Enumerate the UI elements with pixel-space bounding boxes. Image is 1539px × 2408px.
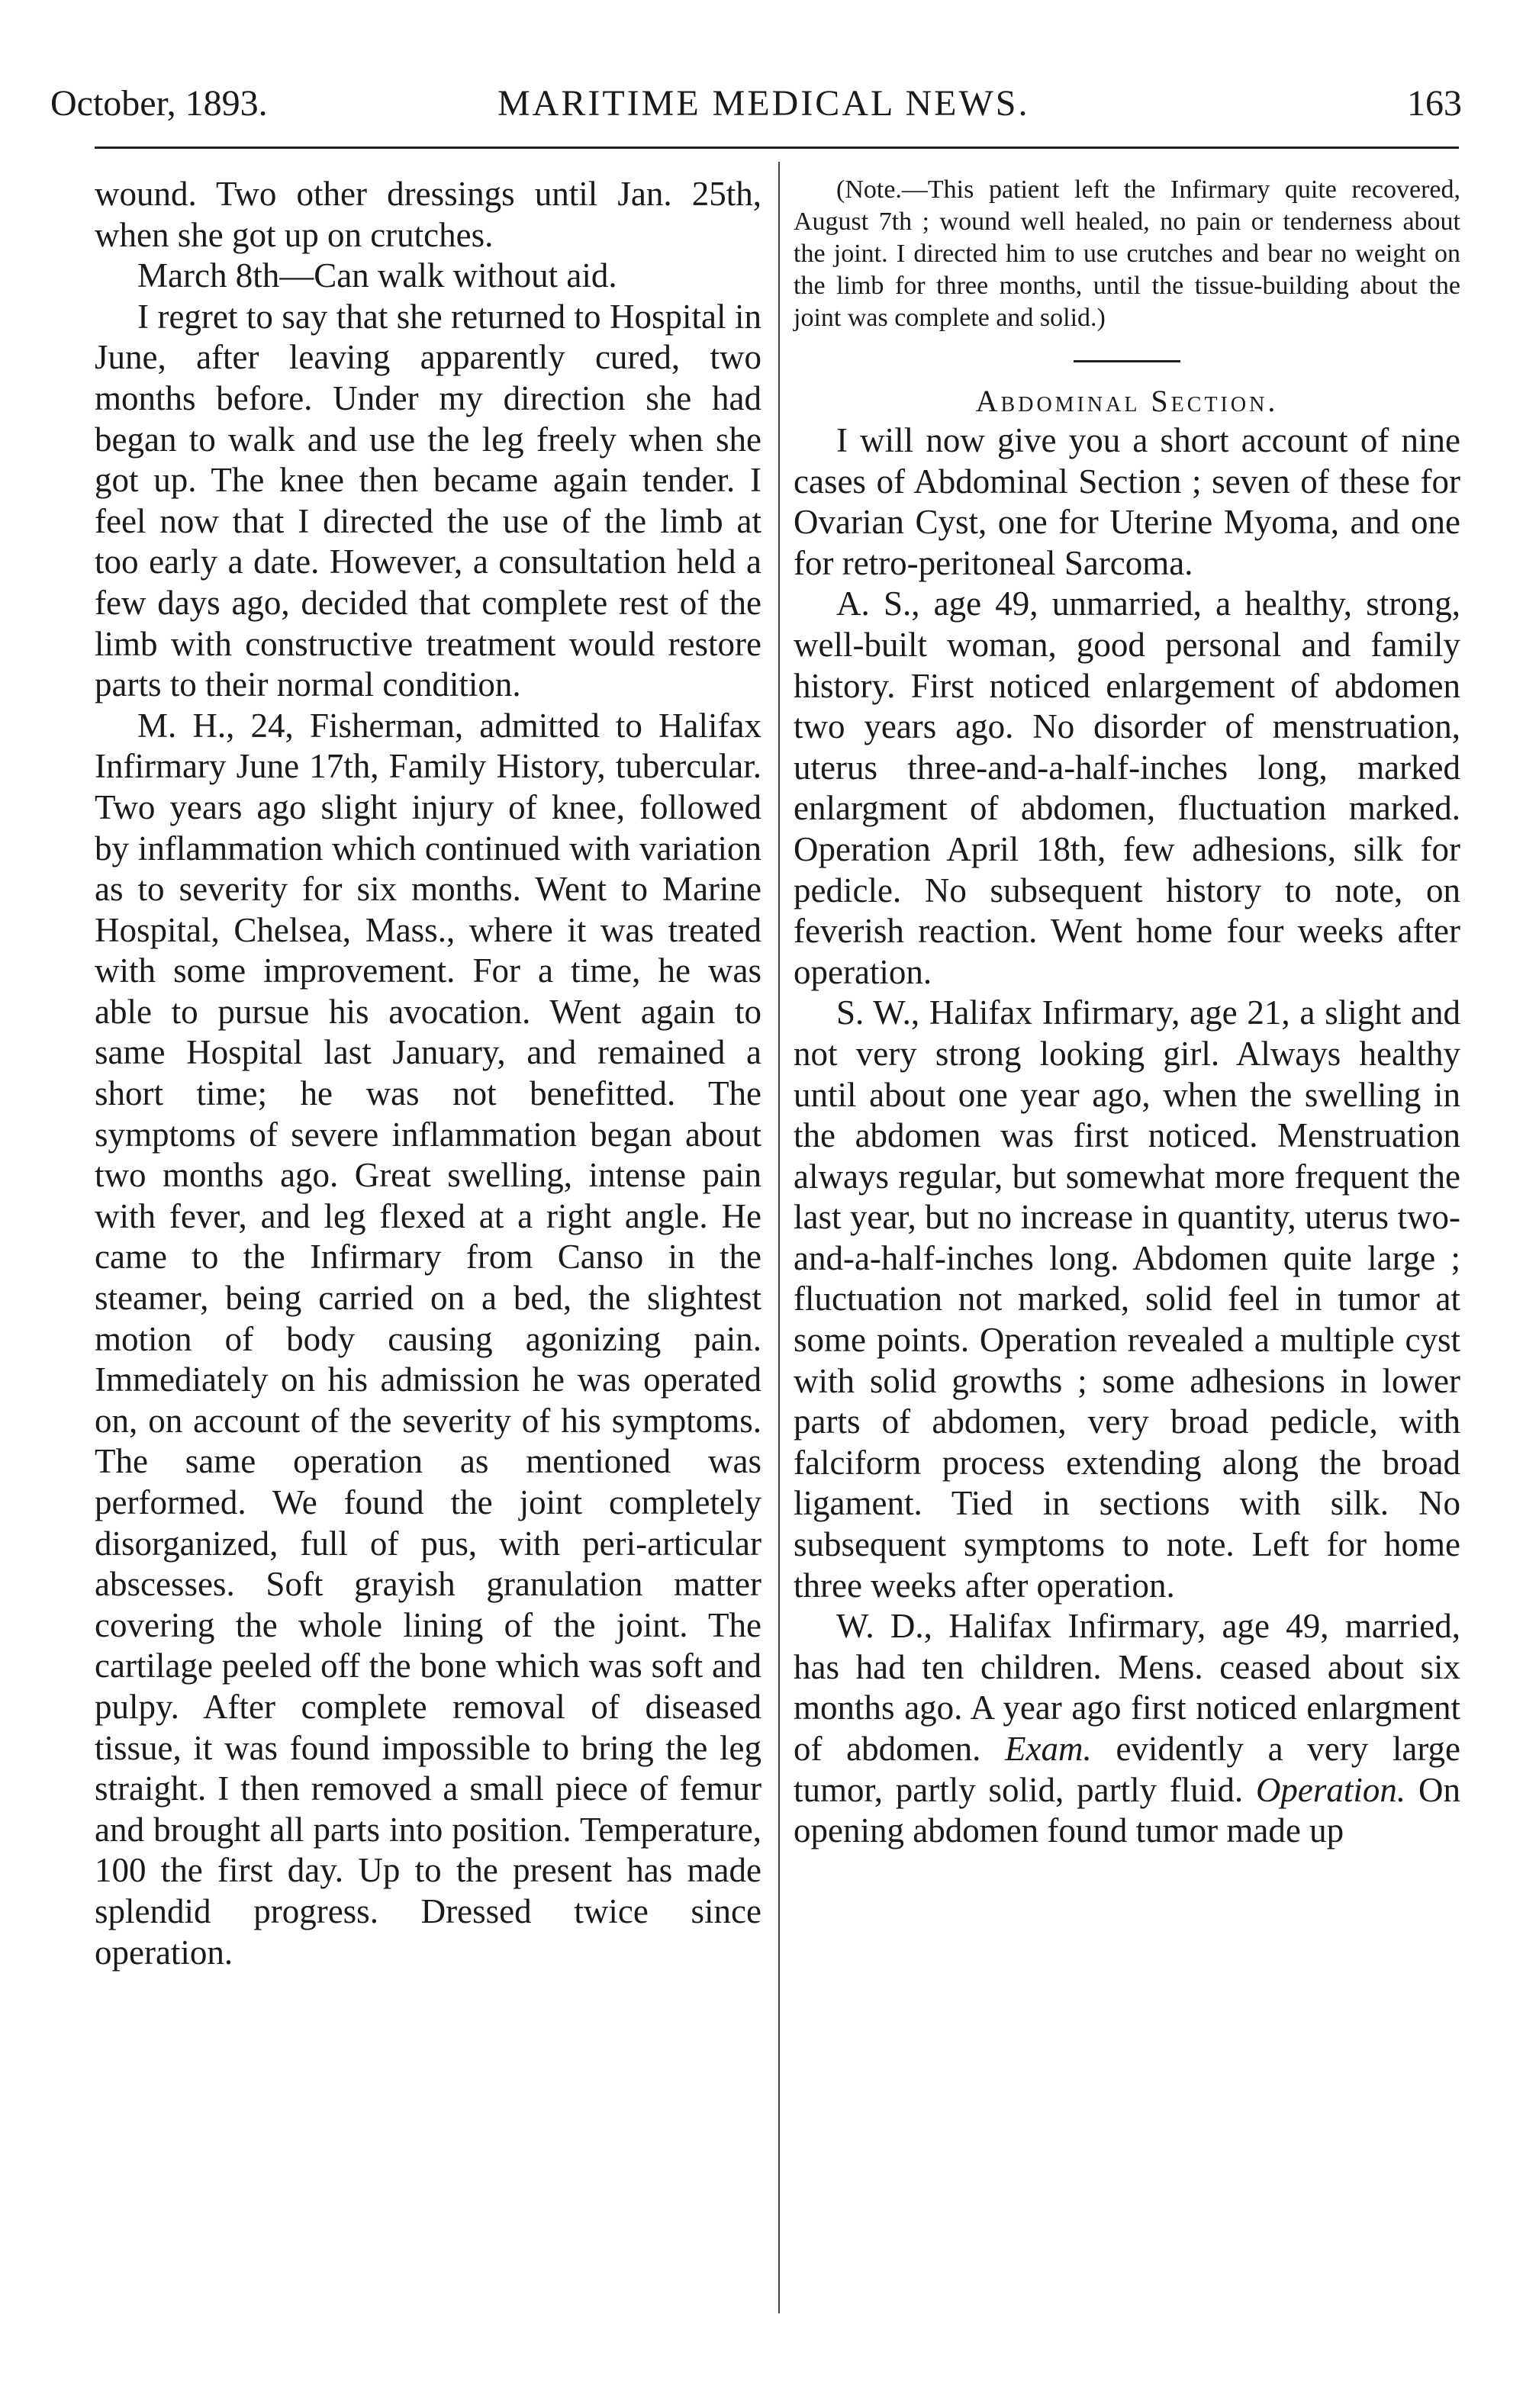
paragraph: March 8th—Can walk without aid.: [137, 256, 617, 295]
paragraph: A. S., age 49, unmarried, a healthy, strong, well-built woman, good personal and family history. First noticed enlargement of abdomen two years ago. No disorder of menstruation, uterus three-and-a-half-inches long, marked enlargment of abdomen, fluctuation marked. Operation April 18th, few adhesions, silk for pedicle. No subsequent history to note, on feverish reaction. Went home four weeks after operation.: [794, 584, 1460, 991]
column-divider: [778, 162, 780, 2313]
editorial-note: (Note.—This patient left the Infirmary quite recovered, August 7th ; wound well healed, no pain or tenderness about the joint. I directed him to use crutches and bear no weight on the limb for three months, until the tissue-building about the joint was complete and solid.): [794, 175, 1460, 332]
paragraph: I will now give you a short account of nine cases of Abdominal Section ; seven of these for Ovarian Cyst, one for Uterine Myoma, and one for retro-peritoneal Sarcoma.: [794, 421, 1460, 582]
section-heading: Abdominal Section.: [975, 384, 1279, 418]
text-run: On opening abdomen found tumor made up: [794, 1770, 1460, 1850]
journal-title: MARITIME MEDICAL NEWS.: [497, 83, 1030, 124]
italic-term: Operation.: [1255, 1770, 1406, 1809]
left-column: [95, 174, 761, 1973]
section-rule: [1074, 360, 1180, 362]
issue-date: October, 1893.: [50, 83, 268, 124]
paragraph: S. W., Halifax Infirmary, age 21, a slight and not very strong looking girl. Always healthy until about one year ago, when the swelling in the abdomen was first noticed. Menstruation always regular, but somewhat more frequent the last year, but no increase in quantity, uterus two-and-a-half-inches long. Abdomen quite large ; fluctuation not marked, solid feel in tumor at some points. Operation revealed a multiple cyst with solid growths ; some adhesions in lower parts of abdomen, very broad pedicle, with falciform process extending along the broad ligament. Tied in sections with silk. No subsequent symptoms to note. Left for home three weeks after operation.: [794, 993, 1460, 1605]
paragraph: I regret to say that she returned to Hospital in June, after leaving apparently cured, two months before. Under my direction she had began to walk and use the leg freely when she got up. The knee then became again tender. I feel now that I directed the use of the limb at too early a date. However, a consultation held a few days ago, decided that complete rest of the limb with constructive treatment would restore parts to their normal condition.: [95, 297, 761, 704]
text-run: W. D., Halifax Infirmary, age 49, married, has had ten children. Mens. ceased about six months ago. A year ago first noticed enlargment of abdomen.: [794, 1607, 1460, 1768]
text-run: evidently a very large tumor, partly solid, partly fluid.: [794, 1730, 1460, 1809]
page-number: 163: [1407, 83, 1462, 124]
paragraph: [794, 1606, 1460, 1852]
paragraph: wound. Two other dressings until Jan. 25th, when she got up on crutches.: [95, 175, 761, 254]
running-header: [50, 73, 1462, 134]
header-rule: [95, 146, 1459, 149]
right-column: [794, 174, 1460, 1852]
paragraph: M. H., 24, Fisherman, admitted to Halifax Infirmary June 17th, Family History, tubercular. Two years ago slight injury of knee, followed by inflammation which continued with variation as to severity for six months. Went to Marine Hospital, Chelsea, Mass., where it was treated with some improvement. For a time, he was able to pursue his avocation. Went again to same Hospital last January, and remained a short time; he was not benefitted. The symptoms of severe inflammation began about two months ago. Great swelling, intense pain with fever, and leg flexed at a right angle. He came to the Infirmary from Canso in the steamer, being carried on a bed, the slightest motion of body causing agonizing pain. Immediately on his admission he was operated on, on account of the severity of his symptoms. The same operation as mentioned was performed. We found the joint completely disorganized, full of pus, with peri-articular abscesses. Soft grayish granulation matter covering the whole lining of the joint. The cartilage peeled off the bone which was soft and pulpy. After complete removal of diseased tissue, it was found impossible to bring the leg straight. I then removed a small piece of femur and brought all parts into position. Temperature, 100 the first day. Up to the present has made splendid progress. Dressed twice since operation.: [95, 706, 761, 1972]
italic-term: Exam.: [1005, 1730, 1092, 1768]
